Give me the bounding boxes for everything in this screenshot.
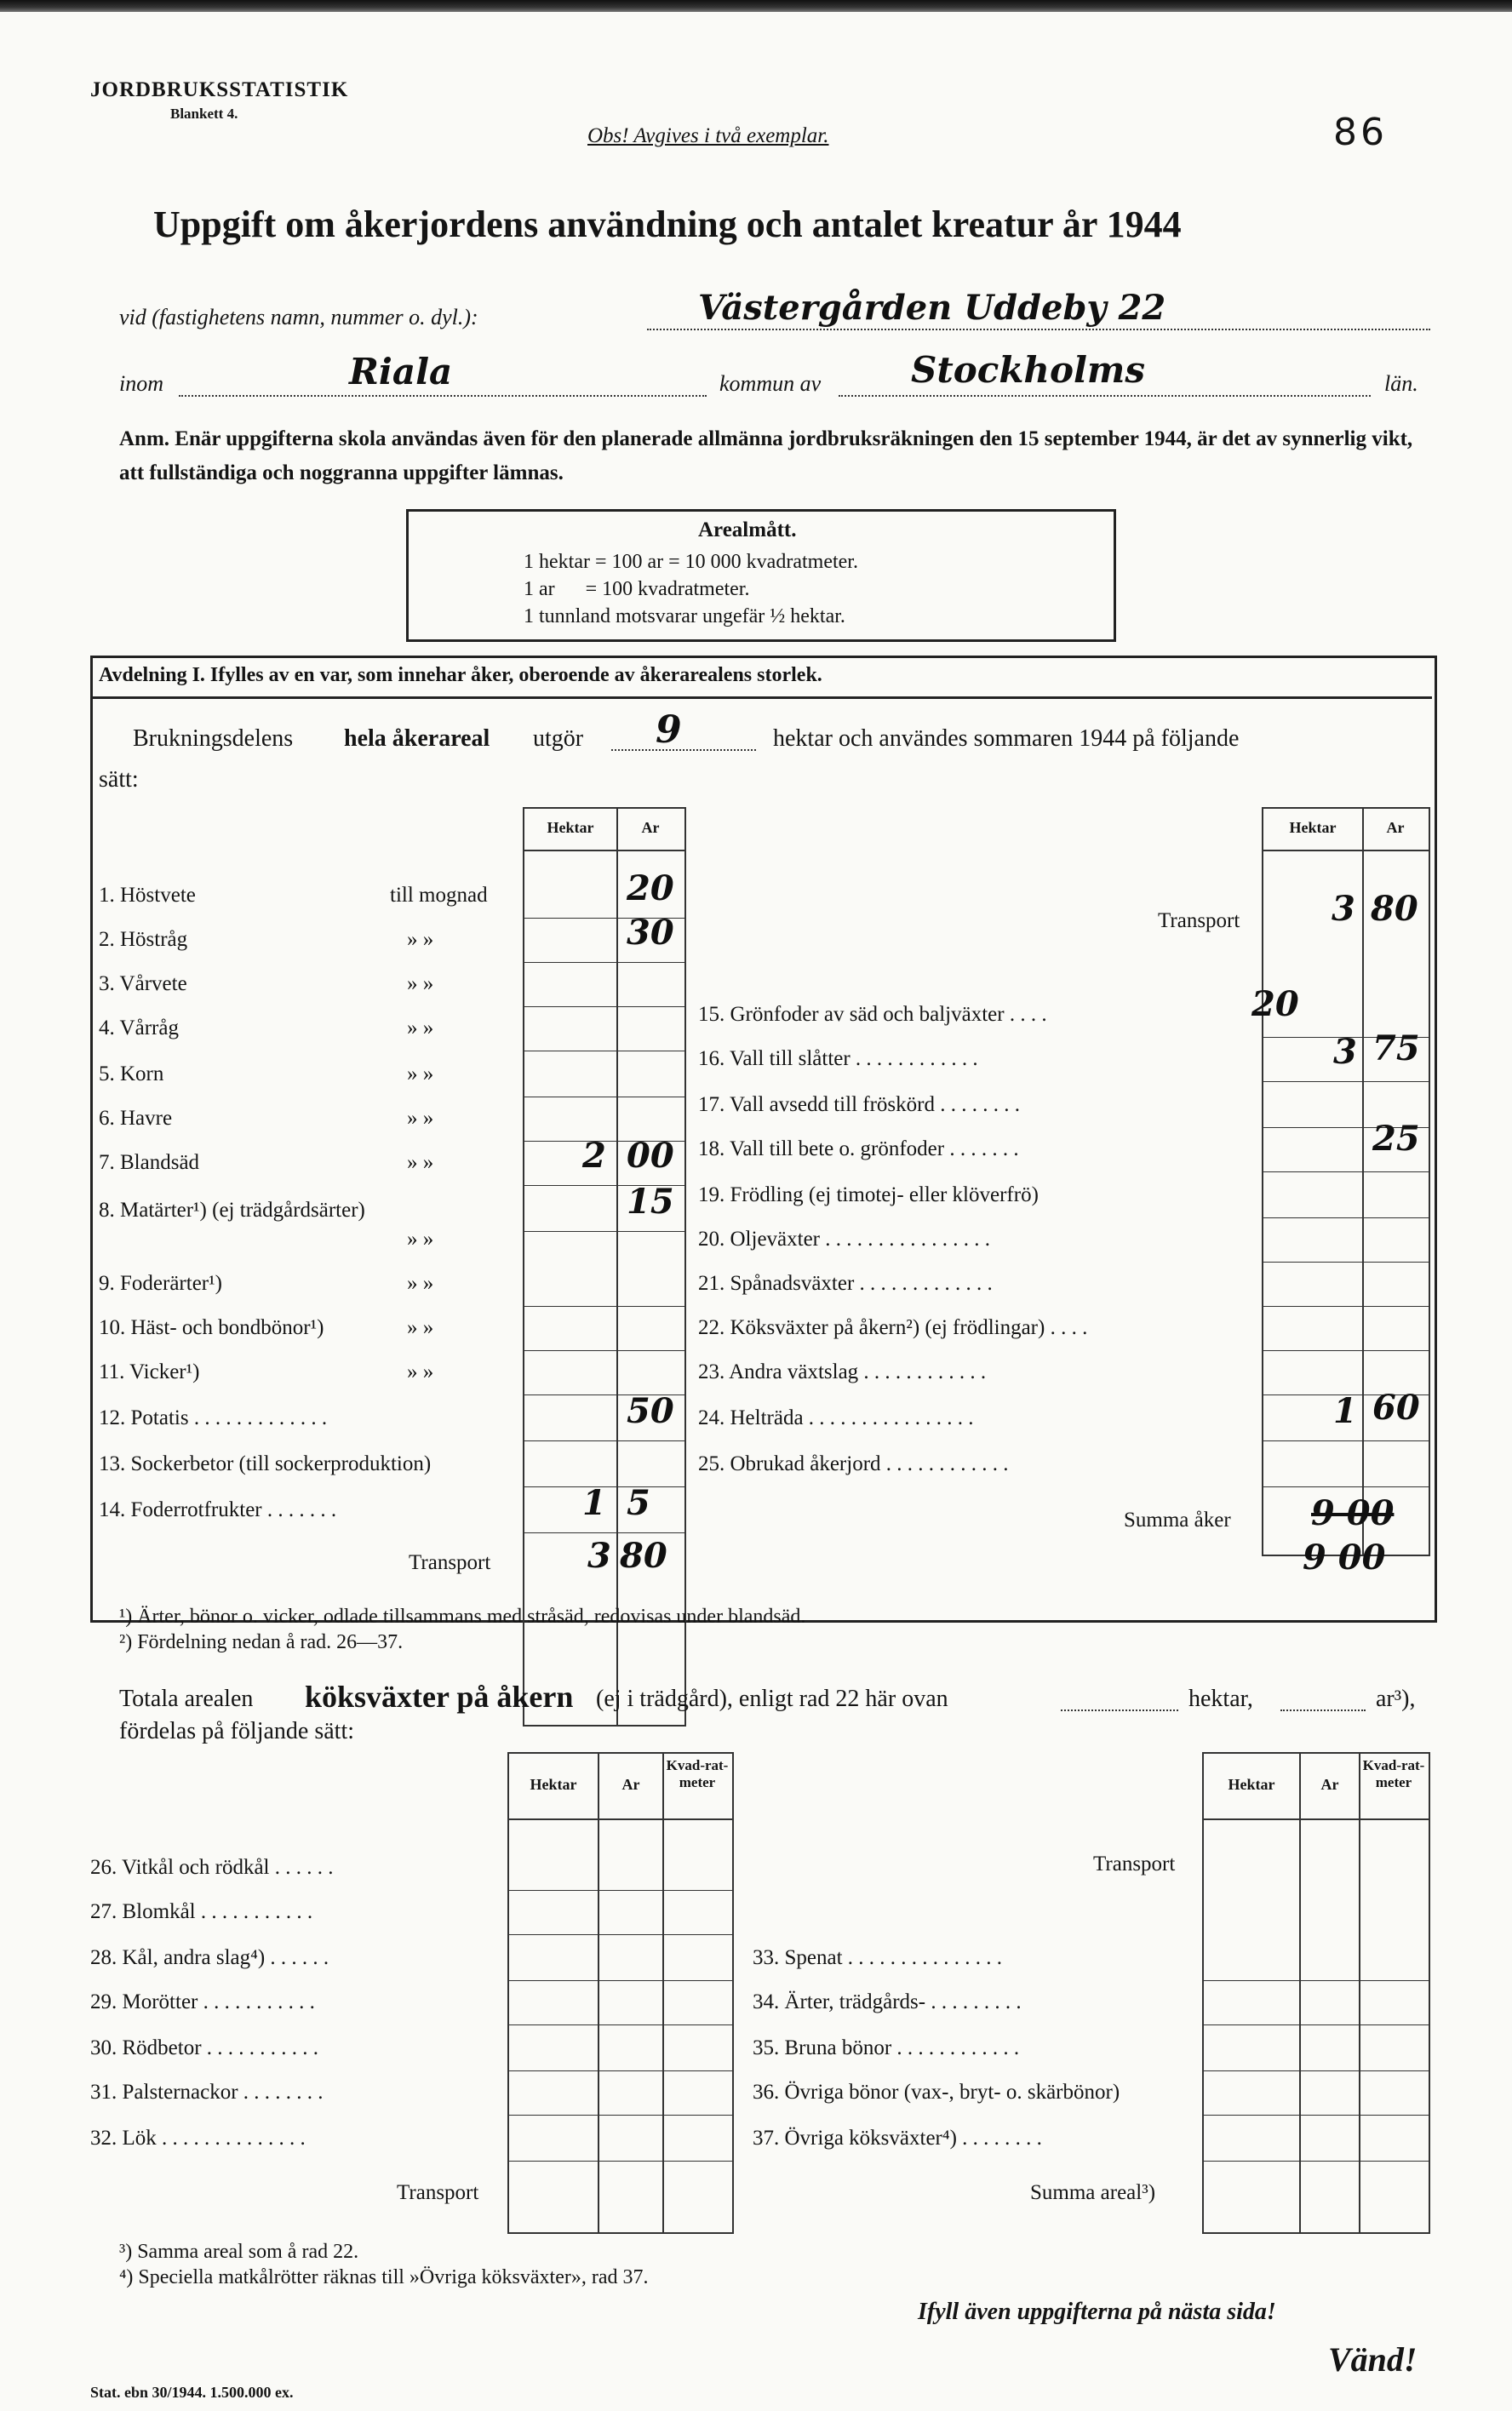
left-col-ar: Ar (641, 819, 660, 836)
right-row-rule (1262, 1081, 1429, 1082)
right-row-label: 20. Oljeväxter . . . . . . . . . . . . . . . . (698, 1228, 991, 1251)
kok-left-row-label: 27. Blomkål . . . . . . . . . . . (90, 1900, 313, 1923)
lan-label: län. (1384, 371, 1418, 396)
vid-value[interactable]: Västergården Uddeby 22 (698, 288, 1166, 328)
inom-value[interactable]: Riala (349, 351, 453, 392)
left-row-qual: » » (407, 1151, 434, 1174)
kok-right-row-label: 37. Övriga köksväxter⁴) . . . . . . . . (753, 2127, 1042, 2150)
right-row-rule (1262, 1350, 1429, 1351)
right-row-label: 24. Helträda . . . . . . . . . . . . . . . . (698, 1406, 974, 1429)
left-row-qual: » » (407, 972, 434, 995)
left-row-qual: » » (407, 1017, 434, 1039)
right-row-label: 16. Vall till slåtter . . . . . . . . . . . . (698, 1047, 978, 1070)
summa-aker-corrected[interactable]: 9 00 (1303, 1538, 1386, 1578)
vid-line (647, 329, 1430, 330)
kok-right-row-label: 36. Övriga bönor (vax-, bryt- o. skärbönor) (753, 2081, 1120, 2104)
kok-left-grid (507, 1752, 734, 2234)
kok-right-row-label: 33. Spenat . . . . . . . . . . . . . . . (753, 1946, 1003, 1969)
left-row-qual: » » (407, 1360, 434, 1383)
right-row-label: 22. Köksväxter på åkern²) (ej frödlingar) . . . . (698, 1316, 1088, 1339)
left-row-rule (523, 962, 684, 963)
right-row-ar[interactable]: 20 (1251, 984, 1299, 1024)
right-row-rule (1262, 1306, 1429, 1307)
left-row-hektar[interactable]: 2 (582, 1136, 606, 1176)
left-row-label: 9. Foderärter¹) (99, 1272, 222, 1295)
kok-left-row-rule (507, 1980, 732, 1981)
left-row-ar[interactable]: 5 (627, 1483, 650, 1523)
right-row-label: 21. Spånadsväxter . . . . . . . . . . . . . (698, 1272, 993, 1295)
right-row-hektar[interactable]: 3 (1333, 1032, 1357, 1072)
arealmatt-line-3: 1 tunnland motsvarar ungefär ½ hektar. (524, 605, 845, 627)
left-row-hektar[interactable]: 1 (582, 1483, 606, 1523)
left-row-label: 11. Vicker¹) (99, 1360, 200, 1383)
kok-intro-a: Totala arealen (119, 1686, 254, 1712)
kok-left-row-label: 29. Morötter . . . . . . . . . . . (90, 1990, 315, 2013)
left-row-rule (523, 1306, 684, 1307)
left-row-label: 7. Blandsäd (99, 1151, 200, 1174)
left-transport-label: Transport (409, 1551, 491, 1574)
left-row-label: 12. Potatis . . . . . . . . . . . . . (99, 1406, 328, 1429)
left-transport-ar[interactable]: 80 (620, 1536, 667, 1576)
right-row-label: 19. Frödling (ej timotej- eller klöverfrö) (698, 1183, 1039, 1206)
footnote-2: ²) Fördelning nedan å rad. 26—37. (119, 1631, 404, 1653)
footnote-4: ⁴) Speciella matkålrötter räknas till »Övriga köksväxter», rad 37. (119, 2266, 649, 2288)
kok-ar-line (1280, 1709, 1366, 1711)
left-row-ar[interactable]: 20 (627, 868, 674, 908)
avdelning-heading: Avdelning I. Ifylles av en var, som innehar åker, oberoende av åkerarealens storlek. (99, 664, 822, 686)
right-transport-label: Transport (1158, 909, 1240, 932)
right-header-rule (1262, 850, 1429, 851)
page-top-edge (0, 0, 1512, 12)
kok-left-transport: Transport (397, 2181, 479, 2204)
left-row-label: 14. Foderrotfrukter . . . . . . . (99, 1498, 337, 1521)
intro-a: Brukningsdelens (133, 725, 294, 752)
kok-left-col-kvm: Kvad-rat-meter (666, 1757, 729, 1790)
kok-hektar-line (1061, 1709, 1178, 1711)
kok-right-head-rule (1202, 1818, 1429, 1820)
kok-right-row-rule (1202, 2115, 1429, 2116)
left-row-label: 2. Höstråg (99, 928, 188, 951)
kok-intro-b: köksväxter på åkern (305, 1680, 574, 1714)
page-number: 86 (1333, 111, 1388, 154)
left-col-divider (616, 807, 618, 1725)
right-row-hektar[interactable]: 1 (1333, 1391, 1357, 1431)
ifyll-note: Ifyll även uppgifterna på nästa sida! (918, 2299, 1276, 2325)
right-row-rule (1262, 1217, 1429, 1218)
intro-c: utgör (533, 725, 584, 752)
right-row-ar[interactable]: 60 (1372, 1388, 1420, 1428)
blankett-label: Blankett 4. (170, 106, 238, 122)
right-row-rule (1262, 1486, 1429, 1487)
left-row-rule (523, 1350, 684, 1351)
total-hektar-value[interactable]: 9 (656, 708, 682, 752)
inom-line (179, 395, 707, 397)
left-row-qual: » » (407, 1062, 434, 1085)
left-transport-hektar[interactable]: 3 (587, 1536, 611, 1576)
anm-note: Anm. Enär uppgifterna skola användas även för den planerade allmänna jordbruksräkningen den 15 september 1944, är det av synnerlig vikt, att fullständiga och noggranna uppgifter lämnas. (119, 427, 1413, 484)
right-row-ar[interactable]: 75 (1372, 1028, 1420, 1068)
summa-aker-label: Summa åker (1124, 1509, 1231, 1532)
left-row-label: 1. Höstvete (99, 884, 196, 907)
kok-intro-e: ar³), (1376, 1686, 1416, 1712)
right-row-label: 25. Obrukad åkerjord . . . . . . . . . . . . (698, 1452, 1009, 1475)
org-header: JORDBRUKSSTATISTIK (90, 78, 349, 101)
right-row-label: 17. Vall avsedd till fröskörd . . . . . . . . (698, 1093, 1020, 1116)
left-row-ar[interactable]: 15 (627, 1182, 674, 1222)
kok-right-col-hektar: Hektar (1228, 1776, 1275, 1793)
total-hektar-line (611, 749, 756, 751)
left-row-qual: » » (407, 1107, 434, 1130)
left-row-label: 8. Matärter¹) (ej trädgårdsärter) (99, 1199, 365, 1222)
left-row-qual: » » (407, 928, 434, 951)
right-col-hektar: Hektar (1289, 819, 1337, 836)
left-row-rule (523, 1006, 684, 1007)
right-row-rule (1262, 1262, 1429, 1263)
kok-right-grid (1202, 1752, 1430, 2234)
left-row-ar[interactable]: 50 (627, 1391, 674, 1431)
kok-right-transport: Transport (1093, 1853, 1176, 1876)
stat-print-note: Stat. ebn 30/1944. 1.500.000 ex. (90, 2384, 294, 2401)
kok-right-row-rule (1202, 2024, 1429, 2025)
right-col-ar: Ar (1386, 819, 1405, 836)
kok-right-row-rule (1202, 2161, 1429, 2162)
arealmatt-title: Arealmått. (698, 518, 797, 541)
footnote-1: ¹) Ärter, bönor o. vicker, odlade tillsammans med stråsäd, redovisas under blandsäd. (119, 1606, 806, 1628)
inom-label: inom (119, 371, 163, 396)
kok-intro-d: hektar, (1188, 1686, 1253, 1712)
kok-right-row-label: 34. Ärter, trädgårds- . . . . . . . . . (753, 1990, 1022, 2013)
arealmatt-box (406, 509, 1116, 642)
kok-left-row-rule (507, 1890, 732, 1891)
kok-left-row-label: 30. Rödbetor . . . . . . . . . . . (90, 2036, 319, 2059)
form-title: Uppgift om åkerjordens användning och antalet kreatur år 1944 (153, 203, 1182, 245)
left-row-qual: » » (407, 1316, 434, 1339)
left-row-rule (523, 1231, 684, 1232)
right-row-label: 23. Andra växtslag . . . . . . . . . . . . (698, 1360, 987, 1383)
intro-d: hektar och användes sommaren 1944 på följande (773, 725, 1240, 752)
kok-left-row-label: 32. Lök . . . . . . . . . . . . . . (90, 2127, 306, 2150)
left-row-qual: » » (407, 1272, 434, 1295)
footnote-3: ³) Samma areal som å rad 22. (119, 2241, 359, 2263)
left-row-ar[interactable]: 00 (627, 1136, 674, 1176)
kok-summa: Summa areal³) (1030, 2181, 1156, 2204)
summa-aker-value[interactable]: 9 00 (1311, 1493, 1395, 1533)
avdelning-separator (90, 696, 1432, 699)
vand-note: Vänd! (1328, 2340, 1418, 2379)
left-row-qual: till mognad (390, 884, 488, 907)
vid-label: vid (fastighetens namn, nummer o. dyl.): (119, 305, 478, 329)
kok-right-row-rule (1202, 1980, 1429, 1981)
left-row-label: 13. Sockerbetor (till sockerproduktion) (99, 1452, 432, 1475)
left-col-hektar: Hektar (547, 819, 594, 836)
arealmatt-line-1: 1 hektar = 100 ar = 10 000 kvadratmeter. (524, 551, 858, 573)
left-row-qual: » » (407, 1228, 434, 1251)
kok-left-col-ar: Ar (621, 1776, 640, 1793)
right-transport-ar[interactable]: 80 (1371, 889, 1418, 929)
arealmatt-line-2: 1 ar = 100 kvadratmeter. (524, 578, 750, 600)
left-row-rule (523, 1532, 684, 1533)
kok-left-row-rule (507, 1934, 732, 1935)
kok-intro-f: fördelas på följande sätt: (119, 1718, 355, 1744)
kok-right-row-label: 35. Bruna bönor . . . . . . . . . . . . (753, 2036, 1020, 2059)
intro-b: hela åkerareal (344, 725, 490, 752)
obs-note: Obs! Avgives i två exemplar. (587, 124, 829, 147)
kok-left-row-rule (507, 2024, 732, 2025)
kok-right-col-kvm: Kvad-rat-meter (1362, 1757, 1425, 1790)
left-row-label: 4. Vårråg (99, 1017, 179, 1039)
left-row-ar[interactable]: 30 (627, 913, 674, 953)
kok-right-col-ar: Ar (1320, 1776, 1339, 1793)
kok-intro-c: (ej i trädgård), enligt rad 22 här ovan (596, 1686, 948, 1712)
kok-left-head-rule (507, 1818, 732, 1820)
right-transport-hektar[interactable]: 3 (1332, 889, 1355, 929)
right-row-label: 15. Grönfoder av säd och baljväxter . . . . (698, 1003, 1047, 1026)
left-row-label: 10. Häst- och bondbönor¹) (99, 1316, 324, 1339)
kok-left-row-rule (507, 2115, 732, 2116)
kok-left-row-rule (507, 2070, 732, 2071)
kommun-label: kommun av (719, 371, 822, 396)
right-col-divider (1362, 807, 1364, 1555)
kok-left-row-label: 31. Palsternackor . . . . . . . . (90, 2081, 324, 2104)
right-row-rule (1262, 1440, 1429, 1441)
kok-left-col-hektar: Hektar (530, 1776, 577, 1793)
left-header-rule (523, 850, 684, 851)
left-row-label: 6. Havre (99, 1107, 173, 1130)
intro-e: sätt: (99, 766, 139, 793)
left-row-rule (523, 1440, 684, 1441)
kok-right-row-rule (1202, 2070, 1429, 2071)
left-row-label: 3. Vårvete (99, 972, 187, 995)
right-row-ar[interactable]: 25 (1372, 1119, 1420, 1159)
kok-left-row-rule (507, 2161, 732, 2162)
right-row-rule (1262, 1171, 1429, 1172)
kok-left-row-label: 28. Kål, andra slag⁴) . . . . . . (90, 1946, 329, 1969)
kommun-line (839, 395, 1371, 397)
kok-left-row-label: 26. Vitkål och rödkål . . . . . . (90, 1856, 334, 1879)
left-row-label: 5. Korn (99, 1062, 164, 1085)
right-row-label: 18. Vall till bete o. grönfoder . . . . . . . (698, 1137, 1019, 1160)
kommun-value[interactable]: Stockholms (911, 349, 1146, 391)
